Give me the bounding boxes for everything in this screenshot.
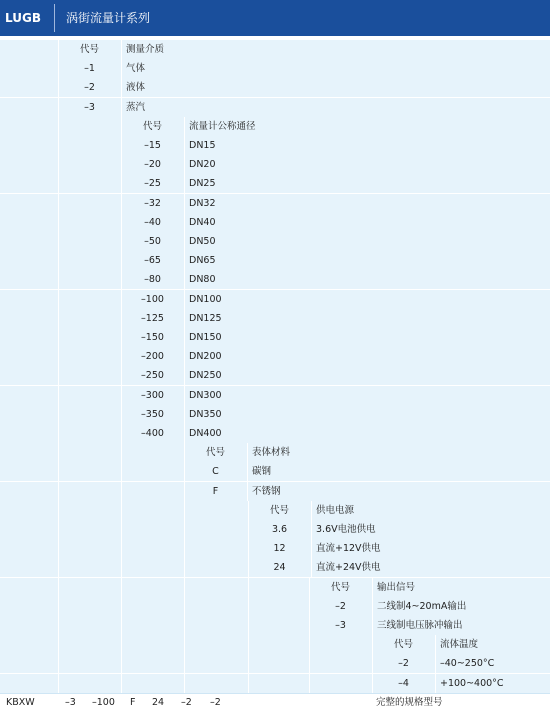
grid-line [435, 635, 436, 654]
option-label: DN20 [189, 159, 216, 171]
grid-line [184, 386, 185, 405]
model-part: –3 [65, 697, 76, 708]
table-row [0, 616, 550, 635]
grid-line [121, 597, 122, 616]
option-label: DN15 [189, 140, 216, 151]
grid-line [248, 635, 249, 654]
option-code: –300 [141, 389, 164, 401]
grid-line [58, 501, 59, 520]
model-part: KBXW [6, 697, 35, 708]
grid-line [184, 558, 185, 577]
option-code: 代号 [142, 120, 162, 132]
grid-line [58, 290, 59, 309]
table-row [0, 597, 550, 616]
grid-line [184, 405, 185, 424]
option-label: DN65 [189, 255, 216, 267]
table-row [0, 443, 550, 462]
grid-line [58, 366, 59, 385]
option-label: DN150 [189, 332, 222, 343]
grid-line [184, 213, 185, 232]
grid-line [58, 270, 59, 289]
grid-line [58, 347, 59, 366]
grid-line [184, 309, 185, 328]
table-row [0, 578, 550, 597]
option-label: DN250 [189, 370, 222, 382]
table-row [0, 482, 550, 501]
option-label: 输出信号 [377, 581, 416, 593]
grid-line [58, 194, 59, 213]
table-row [0, 366, 550, 385]
header-bar [0, 0, 550, 36]
grid-line [247, 443, 248, 462]
grid-line [58, 520, 59, 539]
grid-line [58, 232, 59, 251]
grid-line [121, 59, 122, 78]
grid-line [184, 616, 185, 635]
option-label: 测量介质 [126, 44, 165, 55]
table-row [0, 78, 550, 97]
option-code: –3 [84, 101, 95, 113]
option-code: –250 [141, 370, 164, 382]
option-code: –50 [144, 236, 161, 247]
table-row [0, 155, 550, 174]
option-label: DN100 [189, 293, 222, 305]
series-code: LUGB [5, 11, 41, 25]
grid-line [372, 578, 373, 597]
option-label: 蒸汽 [126, 101, 146, 113]
grid-line [184, 270, 185, 289]
table-row [0, 136, 550, 155]
grid-line [372, 616, 373, 635]
option-label: DN350 [189, 408, 222, 420]
option-label: 三线制电压脉冲输出 [377, 620, 463, 631]
model-example-row [0, 693, 550, 711]
grid-line [58, 213, 59, 232]
grid-line [184, 597, 185, 616]
grid-line [121, 520, 122, 539]
table-row [0, 213, 550, 232]
table-row [0, 462, 550, 481]
option-code: –65 [144, 255, 161, 267]
option-label: 供电电源 [316, 504, 355, 516]
grid-line [248, 597, 249, 616]
grid-line [58, 578, 59, 597]
grid-line [58, 616, 59, 635]
grid-line [121, 558, 122, 577]
option-code: –15 [144, 140, 161, 151]
grid-line [121, 501, 122, 520]
grid-line [58, 424, 59, 443]
table-row [0, 386, 550, 405]
option-code: –80 [144, 274, 161, 286]
grid-line [184, 424, 185, 443]
table-row [0, 424, 550, 443]
option-code: –3 [335, 620, 346, 631]
table-row [0, 520, 550, 539]
grid-line [184, 155, 185, 174]
option-code: –40 [144, 216, 161, 228]
option-code: –1 [84, 63, 95, 75]
grid-line [184, 136, 185, 155]
grid-line [248, 616, 249, 635]
option-code: –2 [335, 600, 346, 612]
grid-line [184, 674, 185, 693]
option-code: –2 [398, 658, 409, 670]
grid-line [58, 405, 59, 424]
grid-line [248, 654, 249, 673]
grid-line [58, 635, 59, 654]
grid-line [121, 443, 122, 462]
table-row [0, 117, 550, 136]
table-row [0, 558, 550, 577]
table-row [0, 59, 550, 78]
grid-line [58, 251, 59, 270]
table-row [0, 674, 550, 693]
option-label: 3.6V电池供电 [316, 524, 376, 535]
table-row [0, 194, 550, 213]
table-row [0, 309, 550, 328]
grid-line [121, 98, 122, 117]
table-row [0, 347, 550, 366]
grid-line [121, 40, 122, 59]
option-label: 流量计公称通径 [189, 120, 256, 132]
table-row [0, 270, 550, 289]
grid-line [435, 674, 436, 693]
option-label: DN25 [189, 178, 216, 190]
grid-line [58, 386, 59, 405]
option-code: –350 [141, 408, 164, 420]
option-code: 代号 [205, 447, 225, 459]
model-part: 24 [152, 697, 165, 708]
option-label: 流体温度 [440, 639, 479, 651]
option-code: –4 [398, 677, 409, 689]
grid-line [184, 635, 185, 654]
option-label: 液体 [126, 82, 146, 94]
grid-line [58, 558, 59, 577]
grid-line [184, 654, 185, 673]
grid-line [309, 674, 310, 693]
grid-line [184, 539, 185, 558]
table-row [0, 174, 550, 193]
grid-line [58, 597, 59, 616]
grid-line [247, 482, 248, 501]
grid-line [184, 174, 185, 193]
grid-line [58, 328, 59, 347]
model-label: 完整的规格型号 [376, 697, 443, 708]
option-code: –20 [144, 159, 161, 171]
option-label: DN40 [189, 216, 216, 228]
grid-line [184, 232, 185, 251]
grid-line [58, 309, 59, 328]
option-code: 12 [273, 543, 286, 555]
grid-line [184, 194, 185, 213]
option-code: 24 [273, 562, 286, 574]
grid-line [121, 578, 122, 597]
option-label: DN125 [189, 312, 222, 324]
series-title: 涡街流量计系列 [66, 11, 151, 25]
option-code: –100 [141, 293, 164, 305]
grid-line [184, 501, 185, 520]
grid-line [184, 520, 185, 539]
grid-line [184, 578, 185, 597]
grid-line [184, 117, 185, 136]
grid-line [309, 654, 310, 673]
table-row [0, 98, 550, 117]
grid-line [58, 136, 59, 155]
option-label: 直流+12V供电 [316, 543, 381, 555]
grid-line [184, 290, 185, 309]
option-code: –2 [84, 82, 95, 94]
grid-line [372, 597, 373, 616]
table-row [0, 290, 550, 309]
table-row [0, 501, 550, 520]
option-label: 二线制4~20mA输出 [377, 600, 467, 612]
grid-line [58, 174, 59, 193]
model-part: –2 [210, 697, 221, 708]
grid-line [184, 328, 185, 347]
option-label: DN50 [189, 236, 216, 247]
grid-line [311, 558, 312, 577]
option-label: DN400 [189, 428, 222, 439]
grid-line [184, 347, 185, 366]
grid-line [58, 443, 59, 462]
option-label: 气体 [126, 63, 146, 75]
option-code: 代号 [269, 504, 289, 516]
option-code: F [212, 485, 219, 497]
table-row [0, 40, 550, 59]
option-label: 不锈钢 [252, 485, 281, 497]
grid-line [58, 654, 59, 673]
option-code: –125 [141, 312, 164, 324]
grid-line [311, 501, 312, 520]
model-part: F [130, 697, 136, 708]
grid-line [121, 616, 122, 635]
model-part: –100 [92, 697, 115, 708]
option-code: –32 [144, 197, 161, 209]
header-divider [54, 4, 55, 32]
grid-line [311, 539, 312, 558]
option-code: –25 [144, 178, 161, 190]
grid-line [309, 635, 310, 654]
grid-line [121, 539, 122, 558]
option-label: 表体材料 [252, 447, 291, 459]
option-code: 代号 [79, 44, 99, 55]
grid-line [248, 674, 249, 693]
grid-line [435, 654, 436, 673]
grid-line [58, 539, 59, 558]
option-label: –40~250°C [440, 658, 495, 670]
grid-line [121, 654, 122, 673]
option-label: DN80 [189, 274, 216, 286]
table-row [0, 251, 550, 270]
option-label: +100~400°C [440, 677, 504, 689]
grid-line [184, 366, 185, 385]
option-label: DN32 [189, 197, 216, 209]
option-code: C [212, 466, 219, 478]
option-code: –200 [141, 351, 164, 363]
table-row [0, 635, 550, 654]
option-label: 碳钢 [252, 466, 272, 478]
table-row [0, 654, 550, 673]
table-row [0, 405, 550, 424]
option-label: DN200 [189, 351, 222, 363]
option-code: 代号 [393, 639, 413, 651]
grid-line [121, 482, 122, 501]
grid-line [311, 520, 312, 539]
grid-line [58, 674, 59, 693]
table-row [0, 328, 550, 347]
table-row [0, 232, 550, 251]
grid-line [58, 117, 59, 136]
grid-line [58, 482, 59, 501]
option-label: 直流+24V供电 [316, 562, 381, 574]
grid-line [121, 462, 122, 481]
grid-line [184, 251, 185, 270]
table-row [0, 539, 550, 558]
grid-line [58, 462, 59, 481]
option-label: DN300 [189, 389, 222, 401]
grid-line [121, 635, 122, 654]
option-code: 3.6 [271, 524, 288, 535]
option-code: –150 [141, 332, 164, 343]
grid-line [121, 674, 122, 693]
option-code: 代号 [330, 581, 350, 593]
grid-line [58, 155, 59, 174]
model-part: –2 [181, 697, 192, 708]
grid-line [121, 78, 122, 97]
option-code: –400 [141, 428, 164, 439]
grid-line [248, 578, 249, 597]
grid-line [247, 462, 248, 481]
